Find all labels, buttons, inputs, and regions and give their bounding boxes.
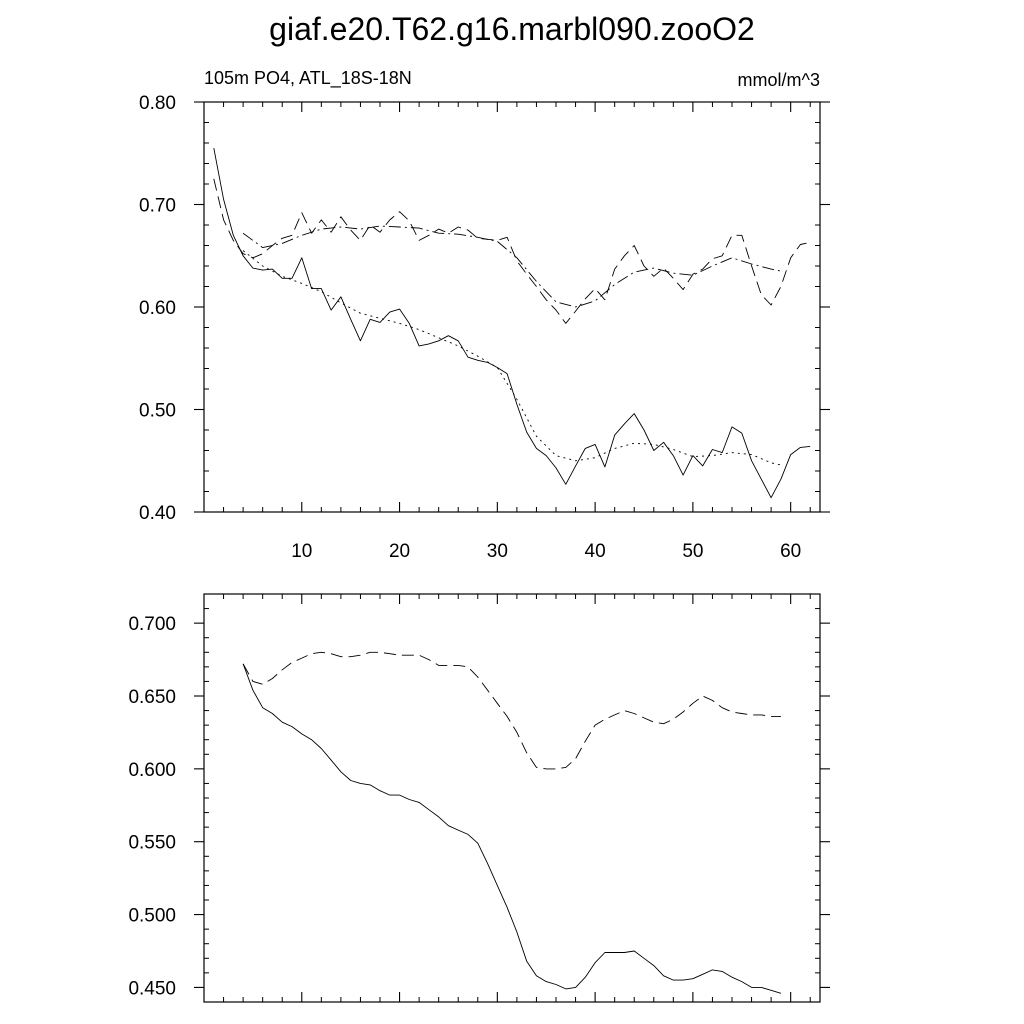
- x-tick-label: 30: [486, 541, 508, 562]
- x-tick-label: 10: [291, 541, 313, 562]
- panel-1-subtitle-left: 105m PO4, ATL_18S-18N: [204, 68, 412, 88]
- figure-title: giaf.e20.T62.g16.marbl090.zooO2: [269, 11, 755, 47]
- y-tick-label: 0.450: [128, 978, 176, 1000]
- y-tick-label: 0.700: [128, 614, 176, 636]
- panel-1-subtitle-right: mmol/m^3: [737, 70, 820, 90]
- panel-1-series-1-solid-line: [214, 148, 810, 498]
- y-tick-label: 0.80: [139, 93, 176, 114]
- y-tick-label: 0.50: [139, 400, 176, 422]
- panel-1-series-3-dotted-line: [243, 251, 781, 465]
- panel-1-plot: [139, 93, 830, 562]
- panel-1-frame: [204, 102, 820, 512]
- panel-2-series-2-solid-line: [243, 664, 781, 993]
- y-tick-label: 0.550: [128, 832, 176, 854]
- y-tick-label: 0.70: [139, 195, 176, 217]
- x-tick-label: 40: [584, 541, 606, 562]
- y-tick-label: 0.500: [128, 905, 176, 927]
- x-tick-label: 60: [780, 541, 802, 562]
- y-tick-label: 0.650: [128, 687, 176, 708]
- panel-2-frame: [204, 594, 820, 1002]
- y-tick-label: 0.40: [139, 503, 176, 524]
- panel-1-series-2-dashed-line: [214, 179, 810, 324]
- x-tick-label: 20: [388, 541, 411, 562]
- x-tick-label: 50: [682, 541, 704, 562]
- y-tick-label: 0.600: [128, 759, 176, 781]
- panel-2-plot: [128, 594, 830, 1002]
- y-tick-label: 0.60: [139, 298, 176, 319]
